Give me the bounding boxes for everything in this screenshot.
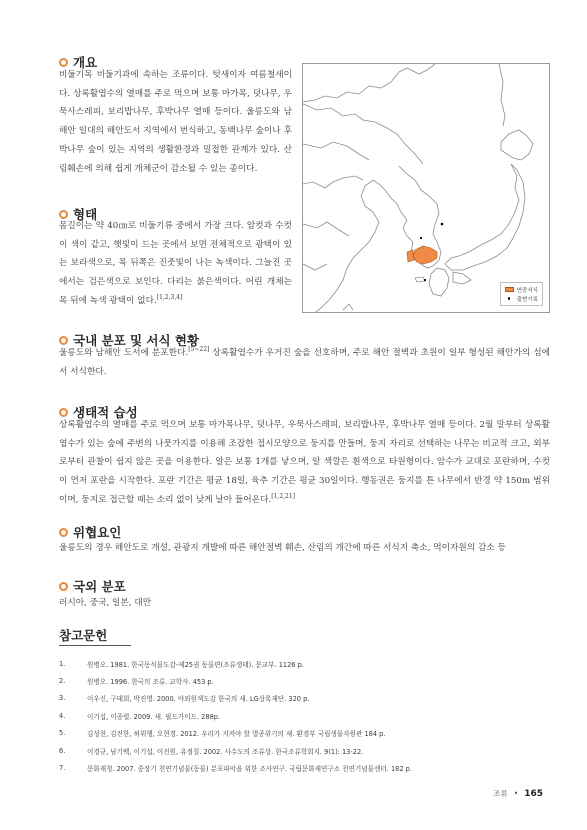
section-title-distribution: 국내 분포 및 서식 현황 (59, 331, 199, 349)
record-point (420, 237, 422, 239)
habitat-south-coast (413, 246, 437, 264)
references-title: 참고문헌 (59, 628, 108, 643)
legend-record: 출현기록 (505, 294, 538, 303)
page-footer (493, 788, 543, 799)
footer-category: 조류 (493, 789, 508, 798)
references-divider (59, 645, 131, 646)
references-list (59, 655, 539, 777)
page-number: 165 (524, 788, 543, 799)
legend-habitat: 연중서식 (505, 285, 538, 294)
distribution-text: 울릉도와 남해안 도서에 분포한다.[5~22] 상록활엽수가 우거진 숲을 선호하며, 주로 해안 절벽과 초원이 일부 형성된 해안가의 섬에서 서식한다. (59, 346, 550, 377)
citation: [5~22] (188, 346, 210, 354)
foreign-text: 러시아, 중국, 일본, 대만 (59, 598, 152, 608)
section-bullet-icon (59, 528, 68, 537)
legend-habitat-swatch (505, 287, 514, 292)
record-point-jeju (424, 279, 426, 281)
map-legend (500, 282, 543, 306)
distribution-map-svg (303, 64, 550, 313)
reference-item: 4. 이기섭, 이종렬. 2009. 새. 필드가이드. 288p. (59, 711, 221, 721)
morphology-text: 몸길이는 약 40㎝로 비둘기류 중에서 가장 크다. 암컷과 수컷이 색이 같고, 햇빛이 드는 곳에서 보면 전체적으로 광택이 있는 보라색으로, 목 뒤쪽은 진줏빛이 나는 녹색이다. 그늘진 곳에서는 검은색으로 보인다. 다리는 붉은색이다. 어린 개체는 목 뒤에 녹색 광택이 없다.[1,2,3,4] (59, 221, 292, 306)
habitat-southwest-islands (407, 250, 414, 262)
reference-item: 3. 이우신, 구태회, 박진영. 2000. 야외원색도감 한국의 새. LG상록재단. 320 p. (59, 694, 310, 704)
reference-item: 2. 원병오. 1996. 한국의 조류. 교학사. 453 p. (59, 677, 214, 687)
ecology-text: 상록활엽수의 열매를 주로 먹으며 보통 마가목나무, 덧나무, 우묵사스레피, 보리밥나무, 후박나무 열매 등이다. 2월 말부터 상록활엽수가 있는 숲에 주변의 나뭇가지를 이용해 조잡한 접시모양으로 둥지를 만들며, 둥지 자리로 선택하는 나무는 비교적 크고, 외부로부터 관찰이 쉽지 않은 곳을 이용한다. 알은 보통 1개를 낳으며, 알 색깔은 흰색으로 타원형이다. 암수가 교대로 포란하며, 수컷이 먼저 포란을 시작한다. 포란 기간은 평균 18일, 육추 기간은 평균 30일이다. 행동권은 둥지를 튼 나무에서 반경 약 150m 범위이며, 둥지로 접근할 때는 소리 없이 낮게 날아 들어온다.[1,2,21] (59, 420, 550, 505)
distribution-map (302, 63, 550, 313)
threats-text: 울릉도의 경우 해안도로 개설, 관광지 개발에 따른 해안절벽 훼손, 산림의 개간에 따른 서식지 축소, 먹이자원의 감소 등 (59, 543, 506, 553)
section-title-overview: 개요 (59, 53, 97, 71)
section-title-threats: 위협요인 (59, 523, 121, 541)
reference-item: 5. 김성현, 김진한, 허위행, 오현경. 2012. 우리가 지켜야 할 멸종위기의 새. 환경부 국립생물자원관 184 p. (59, 729, 386, 739)
section-bullet-icon (59, 582, 68, 591)
section-title-foreign: 국외 분포 (59, 577, 126, 595)
section-title-morphology: 형태 (59, 205, 97, 223)
record-point-ulleungdo (441, 223, 444, 226)
citation: [1,2,21] (271, 492, 296, 500)
reference-item: 7. 문화재청. 2007. 중장기 천연기념물(동물) 분포파악을 위한 조사연구. 국립문화재연구소 천연기념물센터. 182 p. (59, 764, 412, 774)
citation: [1,2,3,4] (156, 293, 183, 301)
section-title-ecology: 생태적 습성 (59, 403, 138, 421)
reference-item: 6. 이경규, 남기백, 이기섭, 이진원, 유정칠. 2002. 사수도의 조류상. 한국조류학회지. 9(1): 13-22. (59, 746, 364, 756)
footer-separator: • (513, 789, 519, 798)
legend-record-dot-icon (505, 297, 514, 300)
overview-text: 비둘기목 비둘기과에 속하는 조류이다. 텃새이자 여름철새이다. 상록활엽수의 열매를 주로 먹으며 보통 마가목, 덧나무, 우묵사스레피, 보리밥나무, 후박나무 열매 등이다. 울릉도와 남해안 일대의 해안도서 지역에서 번식하고, 동백나무 숲이나 후박나무 숲이 있는 지역의 생활환경과 밀접한 관계가 있다. 산림훼손에 의해 쉽게 개체군이 감소될 수 있는 종이다. (59, 70, 292, 174)
reference-item: 1. 원병오. 1981. 한국동식물도감-제25권 동물편(조류생태). 문교부. 1126 p. (59, 659, 304, 669)
